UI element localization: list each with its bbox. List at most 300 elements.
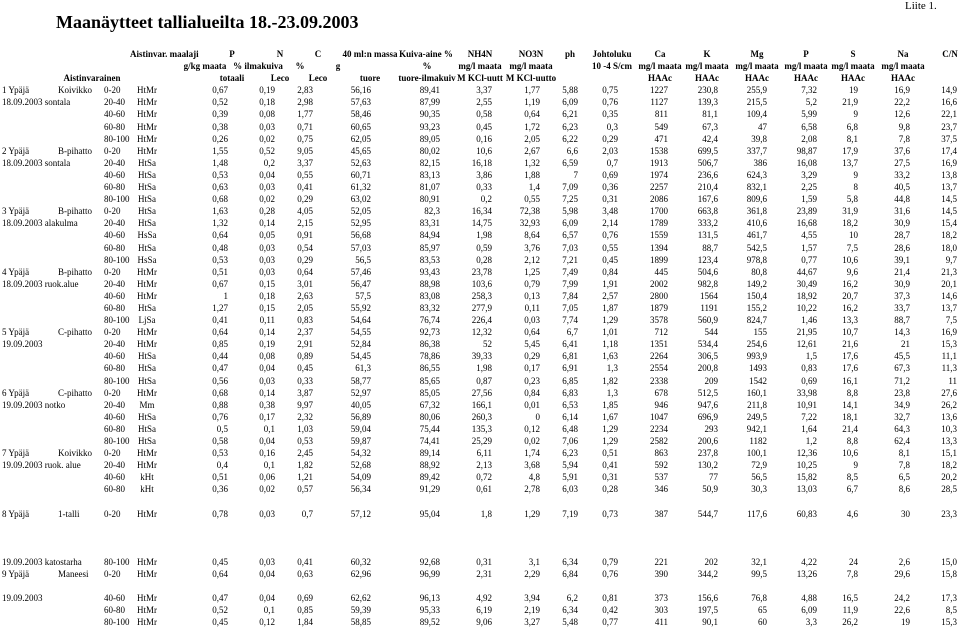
table-cell: 85,65 [419,375,440,386]
table-cell: 0,51 [212,266,228,277]
table-cell: 0,28 [602,484,618,495]
table-cell: 230,8 [697,85,718,96]
table-cell: 40-60 [104,290,125,301]
table-cell: 361,8 [746,206,767,217]
table-spacer-row [0,580,960,592]
table-cell: 2,25 [801,182,817,193]
table-cell: 0,67 [212,278,228,289]
table-cell: 1,59 [801,194,817,205]
table-cell: 56,5 [355,254,371,265]
table-cell: N [276,49,284,59]
table-cell: HtMr [137,605,157,616]
table-cell: 6,6 [566,145,578,156]
appendix-label: Liite 1. [905,0,937,12]
table-cell: 0,7 [301,508,313,519]
table-cell: 14,1 [842,399,858,410]
table-cell: 663,8 [697,206,718,217]
table-cell: 6,83 [562,387,578,398]
table-cell: 10,25 [796,460,817,471]
table-row [0,616,960,628]
table-cell: 139,3 [697,97,718,108]
table-cell: 21,9 [842,97,858,108]
table-spacer-row [0,544,960,556]
table-cell: 0,52 [212,97,228,108]
table-cell: 13,7 [941,182,957,193]
table-cell: 90,35 [419,109,440,120]
table-cell: 1,8 [480,508,492,519]
table-cell: 61,3 [355,363,371,374]
table-cell: 6,84 [562,569,578,580]
table-cell: 0,64 [212,327,228,338]
table-cell: 45,5 [894,351,910,362]
table-cell: 0,17 [524,363,540,374]
table-cell: 0,26 [212,133,228,144]
table-cell: 236,6 [697,169,718,180]
table-cell: 471 [654,133,668,144]
table-cell: 74,41 [419,436,440,446]
table-cell: 14,6 [941,290,957,301]
table-cell: 7,32 [801,85,817,96]
table-cell: 12,6 [894,109,910,120]
table-cell: HtMr [137,387,157,398]
table-cell: 0,47 [212,363,228,374]
table-cell: 40-60 [104,109,125,120]
table-cell: 13,26 [796,569,817,580]
table-cell: 0,53 [212,448,228,459]
table-row [0,568,960,580]
table-cell: 1394 [650,242,668,253]
table-header-row [0,60,960,72]
table-cell: 0,79 [602,556,618,567]
table-cell: 62,62 [350,593,371,604]
table-cell: 200,8 [697,363,718,374]
table-cell: 0,04 [259,169,275,180]
table-cell: 0,12 [524,423,540,434]
table-cell: HtMr [137,327,157,338]
table-row [0,266,960,278]
table-cell: 16,18 [471,157,492,168]
table-cell: 0,72 [476,472,492,483]
table-cell: 0,28 [476,254,492,265]
table-cell: 81,07 [419,182,440,193]
table-cell: 0,18 [259,97,275,108]
table-cell: 0,23 [524,375,540,386]
table-cell: 80,02 [419,145,440,156]
table-cell: 0,29 [602,133,618,144]
table-cell: 506,7 [697,157,718,168]
table-cell: 1,82 [297,460,313,471]
table-cell: 26,2 [842,617,858,628]
table-row [0,471,960,483]
table-cell: 8 Ypäjä [2,508,30,519]
table-cell: 534,4 [697,339,718,350]
table-cell: 130,2 [697,460,718,471]
table-row [0,459,960,471]
table-cell: g [335,61,341,72]
table-cell: 0,1 [263,423,275,434]
table-cell: 39,33 [471,351,492,362]
table-cell: 56,16 [350,85,371,96]
table-cell: 11,3 [941,363,957,374]
table-cell: 978,8 [746,254,767,265]
table-cell: 8,64 [524,230,540,241]
table-cell: 60-80 [104,423,125,434]
table-cell: 0,11 [524,302,540,313]
table-cell: 0,1 [263,460,275,471]
table-cell: 0,02 [259,133,275,144]
table-cell: 80-100 [104,133,130,144]
table-cell: 6,22 [562,133,578,144]
table-cell: 0,58 [212,436,228,446]
table-row [0,508,960,520]
table-row [0,254,960,266]
table-cell: 96,99 [419,569,440,580]
table-cell: 6,34 [562,605,578,616]
table-cell: 40-60 [104,351,125,362]
table-cell: 5,94 [562,460,578,471]
table-cell: 17,9 [842,145,858,156]
table-cell: 0,45 [212,617,228,628]
table-cell: 37,6 [894,145,910,156]
table-cell: 863 [654,448,668,459]
table-cell: 21,6 [842,339,858,350]
table-cell: 2086 [650,194,668,205]
table-cell: 3,27 [524,617,540,628]
table-cell: 2,19 [524,605,540,616]
table-cell: 0,45 [297,363,313,374]
table-cell: 209 [704,375,718,386]
table-cell: 1,2 [805,436,817,446]
table-cell: 411 [654,617,668,628]
table-cell: 14,3 [894,327,910,338]
table-cell: 946 [654,399,668,410]
table-cell: 0,58 [476,109,492,120]
table-cell: 549 [654,121,668,132]
table-cell: 0,7 [606,157,618,168]
table-cell: 59,87 [350,436,371,446]
table-cell: 40-60 [104,230,125,241]
table-cell: 1,03 [297,423,313,434]
table-cell: 52,63 [350,157,371,168]
table-cell: 4,8 [528,472,540,483]
table-cell: 2,57 [602,290,618,301]
table-cell: 0,1 [263,605,275,616]
table-cell: 2,83 [297,85,313,96]
table-cell: 0,11 [259,315,275,326]
table-cell: 96,13 [419,593,440,604]
table-cell: 84,94 [419,230,440,241]
table-cell: 28,7 [894,230,910,241]
table-cell: 6,5 [898,472,910,483]
table-cell: 86,55 [419,363,440,374]
table-cell: 4,22 [801,556,817,567]
table-cell: 0,56 [212,375,228,386]
table-cell: 3,37 [476,85,492,96]
table-cell: 22,2 [894,97,910,108]
table-cell: 2,05 [524,133,540,144]
table-cell: 10 -4 S/cm [592,61,632,72]
table-cell: 5,99 [801,109,817,120]
table-cell: 149,2 [746,278,767,289]
table-cell: 18.09.2003 ruok.alue [2,278,79,289]
table-cell: 3 Ypäjä [2,206,30,217]
table-cell: 2,03 [602,145,618,156]
table-spacer-row [0,532,960,544]
table-cell: 16,5 [842,593,858,604]
table-cell: 40 ml:n massa [342,49,398,59]
table-cell: 37,3 [894,290,910,301]
table-cell: 3,94 [524,593,540,604]
table-cell: 942,1 [746,423,767,434]
table-cell: 3,86 [476,169,492,180]
table-cell: 123,4 [697,254,718,265]
table-cell: 89,52 [419,617,440,628]
table-spacer-row [0,495,960,507]
table-cell: 72,38 [519,206,540,217]
table-cell: 9 Ypäjä [2,569,30,580]
table-cell: 156,6 [697,593,718,604]
table-cell: 0,87 [476,375,492,386]
table-cell: 83,32 [419,302,440,313]
table-cell: HtSa [138,423,156,434]
table-cell: 1538 [650,145,668,156]
table-cell: 1-talli [58,508,80,519]
table-cell: 0,03 [259,182,275,193]
table-cell: 0,75 [297,133,313,144]
table-cell: 1,3 [606,387,618,398]
table-cell: 210,4 [697,182,718,193]
table-cell: 3,1 [528,556,540,567]
table-row [0,242,960,254]
table-cell: 30 [901,508,910,519]
table-cell: 0,17 [259,411,275,422]
table-cell: C/N [942,49,958,59]
table-cell: HtSa [138,169,156,180]
table-cell: 2,91 [297,339,313,350]
table-cell: 0,04 [259,569,275,580]
table-cell: 0,76 [602,97,618,108]
table-cell: 6,41 [562,339,578,350]
table-cell: 39,1 [894,254,910,265]
table-cell: P [803,49,809,59]
table-cell: 0-20 [104,85,121,96]
table-cell: 0,69 [602,169,618,180]
table-cell: 1,91 [602,278,618,289]
table-cell: 6,19 [476,605,492,616]
table-row [0,556,960,568]
table-cell: 7,74 [562,315,578,326]
table-cell: 0,03 [259,508,275,519]
table-cell: HsSa [137,254,157,265]
table-cell: 60-80 [104,182,125,193]
table-cell: 21,95 [796,327,817,338]
table-cell: 88,7 [702,242,718,253]
table-cell: 2,08 [801,133,817,144]
table-cell: 6,81 [562,351,578,362]
table-cell: 211,8 [747,399,767,410]
table-cell: 9,05 [297,145,313,156]
table-cell: 0,69 [801,375,817,386]
table-cell: 10,7 [842,327,858,338]
table-cell: HtSa [138,302,156,313]
table-cell: HtMr [137,278,157,289]
table-cell: 11,1 [941,351,957,362]
table-cell: 71,2 [894,375,910,386]
table-cell: mg/l maata [784,61,828,72]
table-cell: 87,99 [419,97,440,108]
table-cell: 1789 [650,218,668,229]
table-cell: 200,6 [697,436,718,446]
table-cell: 0,31 [602,472,618,483]
table-cell: 0,48 [212,242,228,253]
table-cell: 0,03 [259,375,275,386]
table-cell: 445 [654,266,668,277]
table-cell: 1,85 [602,399,618,410]
table-cell: 337,7 [746,145,767,156]
table-cell: 89,14 [419,448,440,459]
table-cell: HtSa [138,157,156,168]
table-cell: 135,3 [471,423,492,434]
table-cell: 461,7 [746,230,767,241]
table-cell: 1,48 [212,157,228,168]
table-cell: 19.09.2003 katostarha [2,556,82,567]
table-cell: 56,89 [350,411,371,422]
table-cell: % [422,61,432,72]
table-cell: B-pihatto [58,145,92,156]
table-cell: HAAc [648,73,672,84]
table-cell: 2,55 [476,97,492,108]
table-row [0,133,960,145]
table-cell: 52,68 [350,460,371,471]
table-cell: 29,6 [894,569,910,580]
table-cell: 0,29 [297,194,313,205]
table-cell: 3,37 [297,157,313,168]
table-cell: 80-100 [104,436,130,446]
table-cell: 9,6 [846,266,858,277]
table-cell: 0,53 [297,436,313,446]
table-cell: 0,02 [259,194,275,205]
table-cell: 0,45 [212,556,228,567]
table-cell: 0,4 [216,460,228,471]
table-cell: 6,23 [562,121,578,132]
table-cell: 1899 [650,254,668,265]
table-cell: 0-20 [104,327,121,338]
table-cell: 277,9 [471,302,492,313]
table-cell: 7,5 [945,315,957,326]
table-cell: 1,74 [524,448,540,459]
table-cell: Johtoluku [592,49,632,59]
table-cell: S [850,49,856,59]
table-cell: 0,64 [524,327,540,338]
table-cell: 0,03 [259,556,275,567]
table-cell: NO3N [518,49,544,59]
table-cell: HAAc [841,73,865,84]
table-cell: 386 [753,157,767,168]
table-cell: 1542 [749,375,767,386]
table-cell: 1,32 [524,157,540,168]
table-cell: HtMr [137,133,157,144]
table-cell: 0,55 [524,194,540,205]
table-cell: 11,9 [842,605,858,616]
table-cell: 0,31 [602,194,618,205]
table-cell: 7,06 [562,436,578,446]
table-cell: 93,43 [419,266,440,277]
table-cell: 6,09 [801,605,817,616]
table-cell: 1493 [749,363,767,374]
table-cell: 6,59 [562,157,578,168]
table-cell: 23,8 [894,387,910,398]
table-cell: 0,77 [801,254,817,265]
table-cell: 24,2 [894,593,910,604]
table-cell: 1,63 [212,206,228,217]
table-cell: 2,15 [297,218,313,229]
table-cell: 2,78 [524,484,540,495]
table-cell: 0,5 [216,423,228,434]
table-cell: HtSa [138,375,156,386]
table-cell: 40-60 [104,169,125,180]
table-cell: 83,13 [419,169,440,180]
table-cell: 2,98 [297,97,313,108]
table-cell: Ca [654,49,666,59]
table-cell: 6,58 [801,121,817,132]
table-cell: 1,5 [805,351,817,362]
table-cell: 8,8 [846,387,858,398]
table-cell: 6,85 [562,375,578,386]
table-cell: 100,1 [746,448,767,459]
table-cell: 0,42 [602,605,618,616]
table-cell: Na [897,49,909,59]
table-cell: HtMr [137,145,157,156]
table-cell: 0,68 [212,194,228,205]
table-cell: 0,02 [259,484,275,495]
table-cell: 15,1 [941,448,957,459]
table-cell: 103,6 [471,278,492,289]
table-cell: 60,32 [350,556,371,567]
table-cell: 6,14 [562,411,578,422]
table-cell: 1,29 [602,436,618,446]
table-cell: 5,8 [846,194,858,205]
table-cell: HtMr [137,339,157,350]
table-row [0,338,960,350]
table-cell: 19.09.2003 notko [2,399,66,410]
table-cell: 7,99 [562,278,578,289]
table-cell: 37,5 [941,133,957,144]
table-cell: 56,34 [350,484,371,495]
table-cell: 89,05 [419,133,440,144]
table-cell: 24 [849,556,858,567]
table-cell: 1 [223,290,228,301]
table-cell: 0,04 [259,363,275,374]
table-cell: 10,6 [476,145,492,156]
table-cell: 45,65 [350,145,371,156]
table-row [0,217,960,229]
table-cell: HAAc [794,73,818,84]
table-cell: 0,85 [297,605,313,616]
table-cell: 17,6 [842,351,858,362]
table-cell: P [229,49,235,59]
table-cell: 1,46 [801,315,817,326]
table-cell: Leco [308,73,328,84]
table-cell: 34,9 [894,399,910,410]
table-cell: 260,3 [471,411,492,422]
table-cell: 1047 [650,411,668,422]
table-cell: 2,29 [524,569,540,580]
table-cell: 0,64 [297,266,313,277]
table-row [0,193,960,205]
table-cell: % [295,61,305,72]
table-cell: 0,19 [259,85,275,96]
table-cell: 95,04 [419,508,440,519]
